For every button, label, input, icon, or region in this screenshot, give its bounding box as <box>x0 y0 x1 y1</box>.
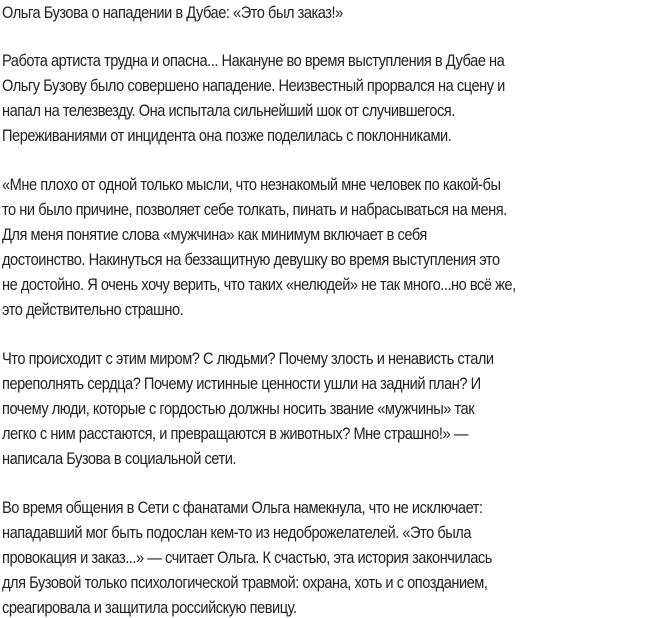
text-line: напал на телезвезду. Она испытала сильнейший шок от случившегося. <box>2 101 455 120</box>
text-line: Во время общения в Сети с фанатами Ольга намекнула, что не исключает: <box>2 498 483 517</box>
text-line: легко с ним расстаются, и превращаются в животных? Мне страшно!» — <box>2 424 468 443</box>
text-line: нападавший мог быть подослан кем-то из недоброжелателей. «Это была <box>2 523 472 542</box>
text-line: для Бузовой только психологической травмой: охрана, хоть и с опозданием, <box>2 573 488 592</box>
text-line: Ольгу Бузову было совершено нападение. Неизвестный прорвался на сцену и <box>2 76 505 95</box>
text-line: почему люди, которые с гордостью должны носить звание «мужчины» так <box>2 399 475 418</box>
text-line: переполнять сердца? Почему истинные ценности ушли на задний план? И <box>2 374 481 393</box>
text-line: Переживаниями от инцидента она позже поделилась с поклонниками. <box>2 126 452 145</box>
text-line: Для меня понятие слова «мужчина» как минимум включает в себя <box>2 225 427 244</box>
text-line: Работа артиста трудна и опасна... Накануне во время выступления в Дубае на <box>2 51 505 70</box>
text-line: Что происходит с этим миром? С людьми? Почему злость и ненависть стали <box>2 349 494 368</box>
text-line: то ни было причине, позволяет себе толкать, пинать и набрасываться на меня. <box>2 200 507 219</box>
text-line: провокация и заказ...» — считает Ольга. К счастью, эта история закончилась <box>2 548 492 567</box>
text-line: это действительно страшно. <box>2 300 184 319</box>
text-line: достоинство. Накинуться на беззащитную девушку во время выступления это <box>2 250 500 269</box>
text-line: не достойно. Я очень хочу верить, что таких «нелюдей» не так много...но всё же, <box>2 275 516 294</box>
text-line: написала Бузова в социальной сети. <box>2 449 236 468</box>
article-title: Ольга Бузова о нападении в Дубае: «Это был заказ!» <box>2 3 343 22</box>
text-line: «Мне плохо от одной только мысли, что незнакомый мне человек по какой-бы <box>2 175 501 194</box>
text-line: среагировала и защитила российскую певицу. <box>2 598 297 617</box>
